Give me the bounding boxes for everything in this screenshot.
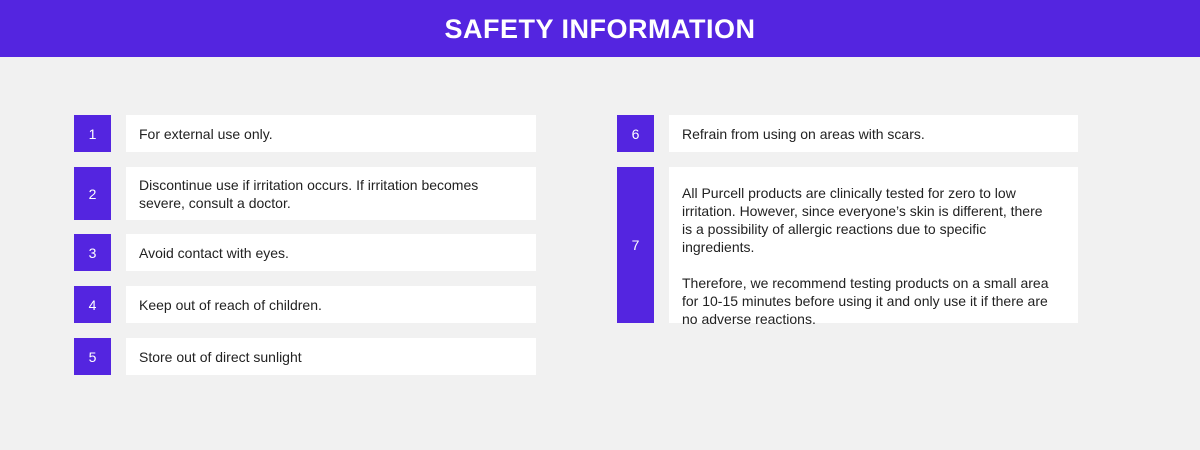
item-number-badge: 7 xyxy=(617,167,654,323)
item-text xyxy=(669,167,1078,327)
safety-item-6 xyxy=(617,115,1078,152)
item-text: For external use only. xyxy=(126,115,536,152)
safety-item-7 xyxy=(617,167,1078,327)
item-number-badge: 1 xyxy=(74,115,111,152)
safety-item-1 xyxy=(74,115,536,152)
safety-item-3 xyxy=(74,234,536,271)
item-number-badge: 4 xyxy=(74,286,111,323)
item-number-badge: 2 xyxy=(74,167,111,220)
item-text: Refrain from using on areas with scars. xyxy=(669,115,1078,152)
item-text: Avoid contact with eyes. xyxy=(126,234,536,271)
item-text: Discontinue use if irritation occurs. If irritation becomes severe, consult a doctor. xyxy=(126,167,536,220)
safety-header-banner xyxy=(0,0,1200,57)
page-title: SAFETY INFORMATION xyxy=(444,14,756,44)
item-paragraph: Therefore, we recommend testing products on a small area for 10-15 minutes before using it and only use it if there are no adverse reactions. xyxy=(682,275,1049,327)
safety-item-4 xyxy=(74,286,536,323)
item-number-badge: 3 xyxy=(74,234,111,271)
safety-item-5 xyxy=(74,338,536,375)
item-number-badge: 5 xyxy=(74,338,111,375)
item-text: Store out of direct sunlight xyxy=(126,338,536,375)
item-paragraph: All Purcell products are clinically tested for zero to low irritation. However, since everyone’s skin is different, there is a possibility of allergic reactions due to specific ingredients. xyxy=(682,185,1043,255)
safety-item-2 xyxy=(74,167,536,220)
item-text: Keep out of reach of children. xyxy=(126,286,536,323)
item-number-badge: 6 xyxy=(617,115,654,152)
